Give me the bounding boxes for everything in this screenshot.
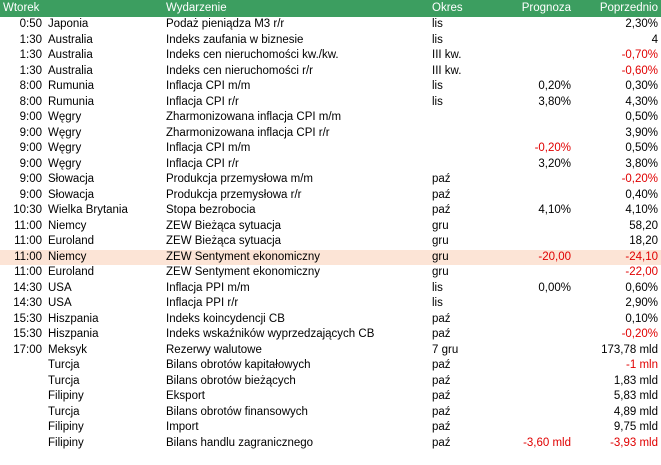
cell-previous: 1,83 mld bbox=[613, 374, 658, 387]
cell-event: Indeks koincydencji CB bbox=[166, 312, 285, 325]
cell-event: Bilans handlu zagranicznego bbox=[166, 436, 314, 449]
cell-event: Stopa bezrobocia bbox=[166, 204, 256, 216]
header-day: Wtorek bbox=[3, 2, 40, 14]
cell-period: paź bbox=[432, 359, 451, 371]
cell-previous: -0,20% bbox=[621, 173, 658, 185]
cell-event: ZEW Sentyment ekonomiczny bbox=[166, 266, 321, 278]
cell-country: Filipiny bbox=[48, 436, 84, 449]
cell-event: Zharmonizowana inflacja CPI m/m bbox=[166, 111, 342, 123]
cell-previous: 9,75 mld bbox=[613, 421, 658, 433]
cell-event: ZEW Sentyment ekonomiczny bbox=[166, 250, 321, 263]
cell-time: 9:00 bbox=[19, 157, 42, 170]
cell-country: Euroland bbox=[48, 235, 95, 247]
cell-forecast: 0,20% bbox=[538, 80, 571, 92]
cell-event: Produkcja przemysłowa r/r bbox=[166, 188, 302, 201]
cell-previous: -3,93 mld bbox=[610, 436, 658, 449]
cell-event: Bilans obrotów finansowych bbox=[166, 405, 308, 418]
cell-period: paź bbox=[432, 421, 451, 433]
cell-forecast bbox=[492, 420, 575, 436]
cell-forecast bbox=[492, 312, 575, 328]
cell-previous: 4,30% bbox=[625, 95, 658, 108]
cell-period: paź bbox=[432, 374, 451, 387]
table-row bbox=[0, 343, 661, 359]
cell-period: paź bbox=[432, 328, 451, 340]
cell-time: 1:30 bbox=[19, 33, 42, 46]
table-row bbox=[0, 296, 661, 312]
header-period: Okres bbox=[432, 2, 463, 14]
cell-period: lis bbox=[432, 297, 443, 309]
cell-country: Japonia bbox=[48, 18, 89, 30]
table-row bbox=[0, 17, 661, 33]
table-row bbox=[0, 327, 661, 343]
table-row bbox=[0, 126, 661, 142]
table-row bbox=[0, 33, 661, 49]
cell-time: 1:30 bbox=[19, 49, 42, 61]
cell-time bbox=[0, 389, 46, 405]
cell-previous: 5,83 mld bbox=[613, 390, 658, 402]
cell-forecast bbox=[492, 358, 575, 374]
cell-previous: 0,50% bbox=[625, 111, 658, 123]
cell-country: Hiszpania bbox=[48, 328, 99, 340]
cell-forecast bbox=[492, 219, 575, 235]
cell-previous: 0,50% bbox=[625, 142, 658, 154]
cell-time: 9:00 bbox=[19, 173, 42, 185]
cell-country: Węgry bbox=[48, 157, 82, 170]
table-row bbox=[0, 188, 661, 204]
table-row bbox=[0, 172, 661, 188]
cell-event: Indeks zaufania w biznesie bbox=[166, 33, 304, 46]
cell-time: 11:00 bbox=[14, 250, 42, 263]
cell-time: 15:30 bbox=[13, 328, 42, 340]
cell-period: lis bbox=[432, 18, 443, 30]
cell-forecast bbox=[492, 405, 575, 421]
cell-previous: 4,10% bbox=[625, 204, 658, 216]
cell-country: Australia bbox=[48, 49, 93, 61]
cell-forecast: 3,80% bbox=[538, 95, 571, 108]
cell-time bbox=[0, 420, 46, 436]
cell-previous: 0,60% bbox=[625, 281, 658, 294]
cell-previous: 4,89 mld bbox=[613, 405, 658, 418]
table-row bbox=[0, 312, 661, 328]
cell-country: Australia bbox=[48, 64, 93, 77]
cell-event: Inflacja PPI m/m bbox=[166, 281, 250, 294]
cell-time bbox=[0, 436, 46, 452]
cell-event: ZEW Bieżąca sytuacja bbox=[166, 219, 282, 232]
cell-period: III kw. bbox=[432, 64, 462, 77]
cell-previous: -24,10 bbox=[625, 250, 658, 263]
cell-country: Słowacja bbox=[48, 188, 95, 201]
header-event: Wydarzenie bbox=[166, 2, 227, 14]
cell-event: ZEW Bieżąca sytuacja bbox=[166, 235, 282, 247]
table-row bbox=[0, 48, 661, 64]
cell-event: Indeks cen nieruchomości r/r bbox=[166, 64, 314, 77]
table-row bbox=[0, 265, 661, 281]
cell-period: lis bbox=[432, 281, 443, 294]
cell-event: Zharmonizowana inflacja CPI r/r bbox=[166, 126, 330, 139]
cell-country: Rumunia bbox=[48, 80, 95, 92]
cell-country: Niemcy bbox=[48, 219, 87, 232]
cell-forecast: -3,60 mld bbox=[523, 436, 571, 449]
cell-forecast bbox=[492, 389, 575, 405]
cell-previous: -22,00 bbox=[625, 266, 658, 278]
cell-previous: -0,20% bbox=[621, 328, 658, 340]
cell-previous: 173,78 mld bbox=[601, 343, 658, 356]
cell-previous: 4 bbox=[651, 33, 658, 46]
cell-time: 0:50 bbox=[19, 18, 42, 30]
cell-country: Turcja bbox=[48, 405, 80, 418]
cell-period: III kw. bbox=[432, 49, 462, 61]
cell-forecast bbox=[492, 188, 575, 204]
cell-forecast bbox=[492, 172, 575, 188]
cell-previous: -1 mln bbox=[626, 359, 658, 371]
table-header-row bbox=[0, 0, 661, 17]
table-body bbox=[0, 17, 661, 451]
cell-event: Produkcja przemysłowa m/m bbox=[166, 173, 313, 185]
cell-forecast bbox=[492, 265, 575, 281]
cell-country: Filipiny bbox=[48, 421, 84, 433]
cell-event: Podaż pieniądza M3 r/r bbox=[166, 18, 285, 30]
cell-period: 7 gru bbox=[432, 343, 459, 356]
cell-period: paź bbox=[432, 188, 451, 201]
cell-time: 9:00 bbox=[19, 142, 42, 154]
cell-period: gru bbox=[432, 235, 449, 247]
cell-country: Rumunia bbox=[48, 95, 95, 108]
table-row bbox=[0, 95, 661, 111]
table-row bbox=[0, 389, 661, 405]
cell-country: Australia bbox=[48, 33, 93, 46]
cell-event: Indeks wskaźników wyprzedzających CB bbox=[166, 328, 375, 340]
cell-country: Węgry bbox=[48, 126, 82, 139]
header-previous: Poprzednio bbox=[599, 2, 658, 14]
cell-forecast bbox=[492, 343, 575, 359]
cell-country: Turcja bbox=[48, 374, 80, 387]
cell-time: 9:00 bbox=[19, 111, 42, 123]
cell-previous: -0,70% bbox=[621, 49, 658, 61]
cell-event: Import bbox=[166, 421, 199, 433]
table-row bbox=[0, 405, 661, 421]
cell-previous: 0,40% bbox=[625, 188, 658, 201]
cell-period: paź bbox=[432, 405, 451, 418]
cell-previous: 58,20 bbox=[629, 219, 658, 232]
cell-event: Inflacja CPI m/m bbox=[166, 80, 251, 92]
cell-period: paź bbox=[432, 312, 451, 325]
cell-forecast bbox=[492, 64, 575, 80]
cell-period: lis bbox=[432, 33, 443, 46]
cell-forecast: 3,20% bbox=[538, 157, 571, 170]
cell-time: 15:30 bbox=[13, 312, 42, 325]
table-row bbox=[0, 420, 661, 436]
cell-forecast: 4,10% bbox=[538, 204, 571, 216]
cell-event: Eksport bbox=[166, 390, 205, 402]
cell-time: 9:00 bbox=[19, 188, 42, 201]
cell-forecast: -0,20% bbox=[534, 142, 571, 154]
cell-country: Węgry bbox=[48, 142, 82, 154]
cell-forecast bbox=[492, 374, 575, 390]
cell-time bbox=[0, 374, 46, 390]
cell-event: Inflacja CPI m/m bbox=[166, 142, 251, 154]
cell-country: Węgry bbox=[48, 111, 82, 123]
table-row bbox=[0, 110, 661, 126]
cell-forecast bbox=[492, 17, 575, 33]
table-row bbox=[0, 436, 661, 452]
cell-country: Filipiny bbox=[48, 390, 84, 402]
cell-period: gru bbox=[432, 250, 449, 263]
header-forecast: Prognoza bbox=[521, 2, 571, 14]
table-row bbox=[0, 203, 661, 219]
table-row bbox=[0, 234, 661, 250]
cell-country: USA bbox=[48, 281, 72, 294]
table-row bbox=[0, 64, 661, 80]
cell-country: Hiszpania bbox=[48, 312, 99, 325]
cell-event: Bilans obrotów bieżących bbox=[166, 374, 296, 387]
cell-period bbox=[432, 110, 492, 126]
cell-forecast bbox=[492, 234, 575, 250]
cell-time bbox=[0, 405, 46, 421]
cell-event: Inflacja PPI r/r bbox=[166, 297, 239, 309]
cell-time: 8:00 bbox=[19, 95, 42, 108]
cell-event: Bilans obrotów kapitałowych bbox=[166, 359, 311, 371]
cell-period: paź bbox=[432, 390, 451, 402]
cell-country: Euroland bbox=[48, 266, 95, 278]
cell-time: 14:30 bbox=[13, 281, 42, 294]
cell-previous: 0,30% bbox=[625, 80, 658, 92]
cell-country: Wielka Brytania bbox=[48, 204, 128, 216]
cell-forecast bbox=[492, 48, 575, 64]
cell-period: lis bbox=[432, 80, 443, 92]
table-row bbox=[0, 374, 661, 390]
cell-country: Turcja bbox=[48, 359, 80, 371]
cell-period: gru bbox=[432, 266, 449, 278]
cell-time: 1:30 bbox=[19, 64, 42, 77]
cell-previous: 0,10% bbox=[625, 312, 658, 325]
cell-time bbox=[0, 358, 46, 374]
cell-forecast bbox=[492, 110, 575, 126]
cell-period: lis bbox=[432, 95, 443, 108]
cell-forecast bbox=[492, 33, 575, 49]
table-row bbox=[0, 250, 661, 266]
cell-country: Niemcy bbox=[48, 250, 87, 263]
cell-event: Indeks cen nieruchomości kw./kw. bbox=[166, 49, 339, 61]
cell-period bbox=[432, 157, 492, 173]
cell-time: 10:30 bbox=[13, 204, 42, 216]
cell-time: 9:00 bbox=[19, 126, 42, 139]
table-row bbox=[0, 157, 661, 173]
cell-period: gru bbox=[432, 219, 449, 232]
cell-country: USA bbox=[48, 297, 72, 309]
cell-previous: 2,30% bbox=[625, 18, 658, 30]
cell-country: Meksyk bbox=[48, 343, 87, 356]
cell-forecast bbox=[492, 126, 575, 142]
cell-previous: 3,90% bbox=[625, 126, 658, 139]
cell-country: Słowacja bbox=[48, 173, 95, 185]
cell-forecast: -20,00 bbox=[538, 250, 571, 263]
cell-period bbox=[432, 126, 492, 142]
cell-event: Inflacja CPI r/r bbox=[166, 95, 239, 108]
cell-time: 11:00 bbox=[14, 219, 42, 232]
cell-period: paź bbox=[432, 173, 451, 185]
cell-period: paź bbox=[432, 204, 451, 216]
table-row bbox=[0, 281, 661, 297]
cell-time: 11:00 bbox=[14, 235, 42, 247]
cell-previous: 2,90% bbox=[625, 297, 658, 309]
cell-time: 14:30 bbox=[13, 297, 42, 309]
cell-previous: 3,80% bbox=[625, 157, 658, 170]
table-row bbox=[0, 219, 661, 235]
cell-period bbox=[432, 141, 492, 157]
cell-period: paź bbox=[432, 436, 451, 449]
cell-forecast bbox=[492, 296, 575, 312]
cell-time: 17:00 bbox=[13, 343, 42, 356]
table-row bbox=[0, 141, 661, 157]
cell-event: Inflacja CPI r/r bbox=[166, 157, 239, 170]
cell-previous: 18,20 bbox=[629, 235, 658, 247]
cell-previous: -0,60% bbox=[621, 64, 658, 77]
cell-event: Rezerwy walutowe bbox=[166, 343, 262, 356]
cell-time: 8:00 bbox=[19, 80, 42, 92]
table-row bbox=[0, 79, 661, 95]
cell-forecast bbox=[492, 327, 575, 343]
cell-forecast: 0,00% bbox=[538, 281, 571, 294]
cell-time: 11:00 bbox=[14, 266, 42, 278]
table-row bbox=[0, 358, 661, 374]
